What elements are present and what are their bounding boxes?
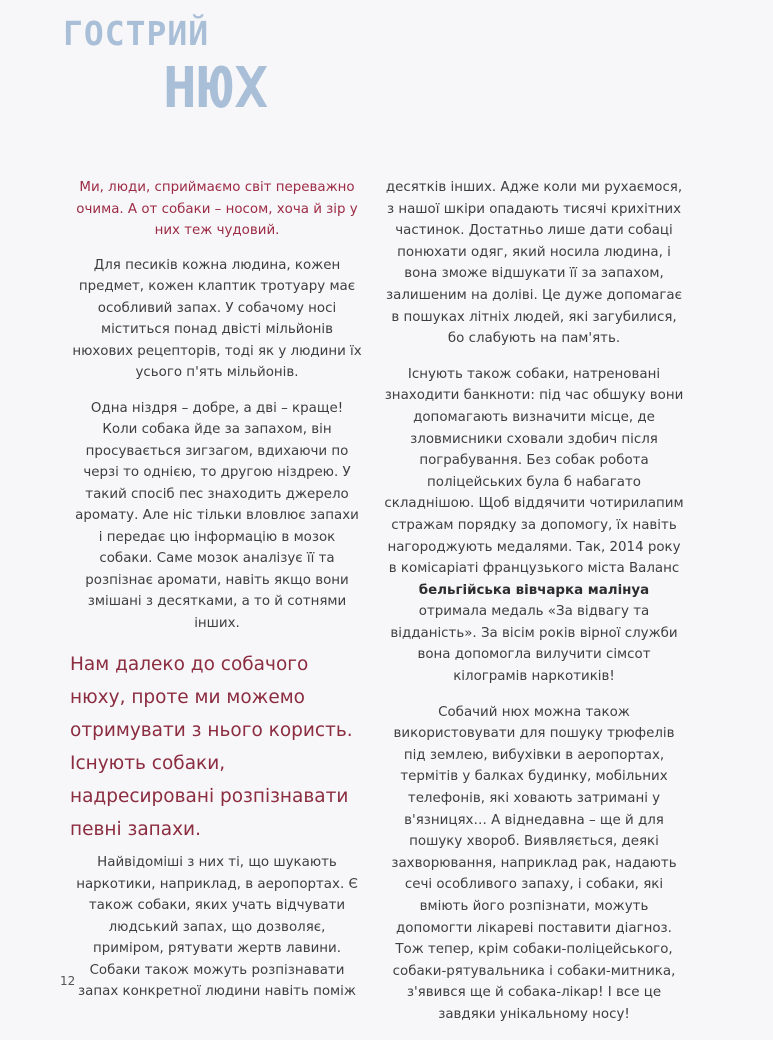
title-line-2: НЮХ xyxy=(163,56,271,121)
title-line-1: ГОСТРИЙ xyxy=(63,14,210,53)
paragraph-nostrils: Одна ніздря – добре, а дві – краще! Коли собака йде за запахом, він просувається зигзагом, вдихаючи по черзі то однією, то другою ніздрею. У такий спосіб пес знаходить джерело аромату. Але ніс тільки вловлює запахи і передає цю інформацію в мозок собаки. Саме мозок аналізує її та розпізнає аромати, навіть якщо вони змішані з десятками, а то й сотнями інших. xyxy=(75,400,359,631)
right-column xyxy=(384,177,684,1040)
page-number: 12 xyxy=(60,974,76,988)
paragraph-receptors: Для песиків кожна людина, кожен предмет, кожен клаптик тротуару має особливий запах. У собачому носі міститься понад двісті мільйонів нюхових рецепторів, тоді як у людини їх усього п'ять мільйонів. xyxy=(72,257,362,380)
paragraph-other-uses: Собачий нюх можна також використовувати для пошуку трюфелів під землею, вибухівки в аеропортах, термітів у балках будинку, мобільних телефонів, які ховають затримані у в'язницях… А віднедавна – ще й для пошуку хвороб. Виявляється, деякі захворювання, наприклад рак, надають сечі особливого запаху, і собаки, які вміють його розпізнати, можуть допомогти лікареві поставити діагноз. Тож тепер, крім собаки-поліцейського, собаки-рятувальника і собаки-митника, з'явився ще й собака-лікар! І все це завдяки унікальному носу! xyxy=(391,704,677,1022)
paragraph-banknote-dogs xyxy=(384,364,684,688)
paragraph-scent-tracking: десятків інших. Адже коли ми рухаємося, з нашої шкіри опадають тисячі крихітних частинок. Достатньо лише дати собаці понюхати одяг, який носила людина, і вона зможе відшукати її за запахом, залишеним на доліві. Це дуже допомагає в пошуках літніх людей, які загубилися, бо слабують на пам'ять. xyxy=(385,180,683,347)
left-column xyxy=(72,177,362,1017)
banknote-text-b: отримала медаль «За відвагу та відданість». За вісім років вірної служби вона допомогла вилучити сімсот кілограмів наркотиків! xyxy=(390,604,678,685)
lead-paragraph: Ми, люди, сприймаємо світ переважно очима. А от собаки – носом, хоча й зір у них теж чудовий. xyxy=(76,180,358,238)
banknote-text-a: Існують також собаки, натреновані знаходити банкноти: під час обшуку вони допомагають визначити місце, де зловмисники сховали здобич після пограбування. Без собак робота поліцейських була б набагато складнішою. Щоб віддячити чотирилапим стражам порядку за допомогу, їх навіть нагороджують медалями. Так, 2014 року в комісаріаті французького міста Валанс xyxy=(384,366,684,577)
pull-quote: Нам далеко до собачого нюху, проте ми можемо отримувати з нього користь. Існують собаки, надресировані розпізнавати певні запахи. xyxy=(70,654,353,840)
paragraph-trained-dogs: Найвідоміші з них ті, що шукають наркотики, наприклад, в аеропортах. Є також собаки, яких учать відчувати людський запах, що дозволяє, приміром, рятувати жертв лавини. Собаки також можуть розпізнавати запах конкретної людини навіть поміж xyxy=(76,855,358,999)
malinois-highlight: бельгійська вівчарка малінуа xyxy=(418,582,650,598)
